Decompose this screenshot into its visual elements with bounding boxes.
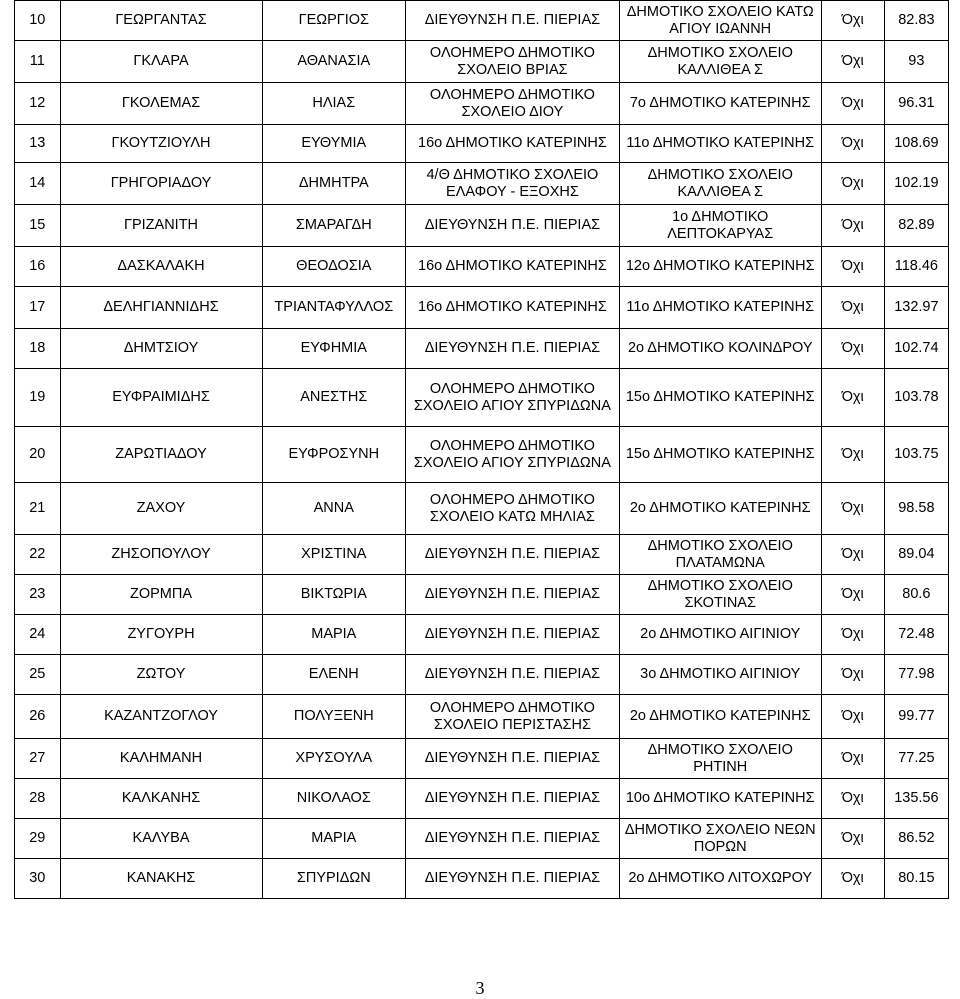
table-row [15, 83, 949, 125]
row-number: 12 [15, 83, 61, 125]
flag-cell: Όχι [821, 615, 884, 655]
first-name-cell: ΘΕΟΔΟΣΙΑ [262, 247, 406, 287]
table-row [15, 1, 949, 41]
first-name-cell: ΣΠΥΡΙΔΩΝ [262, 859, 406, 899]
flag-cell: Όχι [821, 427, 884, 483]
origin-school-cell: 16ο ΔΗΜΟΤΙΚΟ ΚΑΤΕΡΙΝΗΣ [406, 287, 620, 329]
table-row [15, 329, 949, 369]
row-number: 21 [15, 483, 61, 535]
row-number: 23 [15, 575, 61, 615]
origin-school-cell: ΟΛΟΗΜΕΡΟ ΔΗΜΟΤΙΚΟ ΣΧΟΛΕΙΟ ΠΕΡΙΣΤΑΣΗΣ [406, 695, 620, 739]
table-row [15, 859, 949, 899]
row-number: 28 [15, 779, 61, 819]
score-cell: 82.83 [884, 1, 948, 41]
row-number: 19 [15, 369, 61, 427]
row-number: 24 [15, 615, 61, 655]
first-name-cell: ΜΑΡΙΑ [262, 819, 406, 859]
origin-school-cell: ΟΛΟΗΜΕΡΟ ΔΗΜΟΤΙΚΟ ΣΧΟΛΕΙΟ ΒΡΙΑΣ [406, 41, 620, 83]
table-row [15, 163, 949, 205]
flag-cell: Όχι [821, 41, 884, 83]
target-school-cell: 2ο ΔΗΜΟΤΙΚΟ ΚΟΛΙΝΔΡΟΥ [619, 329, 821, 369]
origin-school-cell: ΔΙΕΥΘΥΝΣΗ Π.Ε. ΠΙΕΡΙΑΣ [406, 1, 620, 41]
surname-cell: ΓΚΟΥΤΖΙΟΥΛΗ [60, 125, 262, 163]
target-school-cell: ΔΗΜΟΤΙΚΟ ΣΧΟΛΕΙΟ ΡΗΤΙΝΗ [619, 739, 821, 779]
surname-cell: ΔΗΜΤΣΙΟΥ [60, 329, 262, 369]
origin-school-cell: ΔΙΕΥΘΥΝΣΗ Π.Ε. ΠΙΕΡΙΑΣ [406, 779, 620, 819]
flag-cell: Όχι [821, 695, 884, 739]
origin-school-cell: ΟΛΟΗΜΕΡΟ ΔΗΜΟΤΙΚΟ ΣΧΟΛΕΙΟ ΔΙΟΥ [406, 83, 620, 125]
flag-cell: Όχι [821, 83, 884, 125]
origin-school-cell: ΔΙΕΥΘΥΝΣΗ Π.Ε. ΠΙΕΡΙΑΣ [406, 819, 620, 859]
target-school-cell: 1ο ΔΗΜΟΤΙΚΟ ΛΕΠΤΟΚΑΡΥΑΣ [619, 205, 821, 247]
surname-cell: ΖΑΧΟΥ [60, 483, 262, 535]
origin-school-cell: ΔΙΕΥΘΥΝΣΗ Π.Ε. ΠΙΕΡΙΑΣ [406, 859, 620, 899]
page-number: 3 [475, 978, 485, 998]
table-body [15, 1, 949, 899]
flag-cell: Όχι [821, 779, 884, 819]
first-name-cell: ΜΑΡΙΑ [262, 615, 406, 655]
flag-cell: Όχι [821, 287, 884, 329]
first-name-cell: ΑΝΕΣΤΗΣ [262, 369, 406, 427]
surname-cell: ΓΡΙΖΑΝΙΤΗ [60, 205, 262, 247]
first-name-cell: ΒΙΚΤΩΡΙΑ [262, 575, 406, 615]
score-cell: 99.77 [884, 695, 948, 739]
surname-cell: ΚΑΖΑΝΤΖΟΓΛΟΥ [60, 695, 262, 739]
first-name-cell: ΔΗΜΗΤΡΑ [262, 163, 406, 205]
first-name-cell: ΓΕΩΡΓΙΟΣ [262, 1, 406, 41]
target-school-cell: ΔΗΜΟΤΙΚΟ ΣΧΟΛΕΙΟ ΠΛΑΤΑΜΩΝΑ [619, 535, 821, 575]
score-cell: 80.6 [884, 575, 948, 615]
table-row [15, 655, 949, 695]
first-name-cell: ΕΥΦΗΜΙΑ [262, 329, 406, 369]
score-cell: 103.75 [884, 427, 948, 483]
surname-cell: ΓΡΗΓΟΡΙΑΔΟΥ [60, 163, 262, 205]
target-school-cell: 15ο ΔΗΜΟΤΙΚΟ ΚΑΤΕΡΙΝΗΣ [619, 427, 821, 483]
surname-cell: ΖΑΡΩΤΙΑΔΟΥ [60, 427, 262, 483]
score-cell: 77.98 [884, 655, 948, 695]
origin-school-cell: ΔΙΕΥΘΥΝΣΗ Π.Ε. ΠΙΕΡΙΑΣ [406, 739, 620, 779]
flag-cell: Όχι [821, 1, 884, 41]
score-cell: 103.78 [884, 369, 948, 427]
row-number: 13 [15, 125, 61, 163]
target-school-cell: ΔΗΜΟΤΙΚΟ ΣΧΟΛΕΙΟ ΝΕΩΝ ΠΟΡΩΝ [619, 819, 821, 859]
row-number: 18 [15, 329, 61, 369]
target-school-cell: ΔΗΜΟΤΙΚΟ ΣΧΟΛΕΙΟ ΚΑΛΛΙΘΕΑ Σ [619, 163, 821, 205]
score-cell: 98.58 [884, 483, 948, 535]
target-school-cell: 2ο ΔΗΜΟΤΙΚΟ ΚΑΤΕΡΙΝΗΣ [619, 483, 821, 535]
surname-cell: ΔΕΛΗΓΙΑΝΝΙΔΗΣ [60, 287, 262, 329]
table-row [15, 287, 949, 329]
score-cell: 135.56 [884, 779, 948, 819]
score-cell: 80.15 [884, 859, 948, 899]
target-school-cell: 3ο ΔΗΜΟΤΙΚΟ ΑΙΓΙΝΙΟΥ [619, 655, 821, 695]
surname-cell: ΖΗΣΟΠΟΥΛΟΥ [60, 535, 262, 575]
target-school-cell: 15ο ΔΗΜΟΤΙΚΟ ΚΑΤΕΡΙΝΗΣ [619, 369, 821, 427]
target-school-cell: 7ο ΔΗΜΟΤΙΚΟ ΚΑΤΕΡΙΝΗΣ [619, 83, 821, 125]
surname-cell: ΕΥΦΡΑΙΜΙΔΗΣ [60, 369, 262, 427]
score-cell: 102.19 [884, 163, 948, 205]
table-row [15, 41, 949, 83]
score-cell: 96.31 [884, 83, 948, 125]
target-school-cell: 11ο ΔΗΜΟΤΙΚΟ ΚΑΤΕΡΙΝΗΣ [619, 125, 821, 163]
score-cell: 89.04 [884, 535, 948, 575]
first-name-cell: ΣΜΑΡΑΓΔΗ [262, 205, 406, 247]
flag-cell: Όχι [821, 819, 884, 859]
origin-school-cell: ΔΙΕΥΘΥΝΣΗ Π.Ε. ΠΙΕΡΙΑΣ [406, 615, 620, 655]
score-cell: 82.89 [884, 205, 948, 247]
surname-cell: ΚΑΛΥΒΑ [60, 819, 262, 859]
origin-school-cell: ΔΙΕΥΘΥΝΣΗ Π.Ε. ΠΙΕΡΙΑΣ [406, 655, 620, 695]
target-school-cell: ΔΗΜΟΤΙΚΟ ΣΧΟΛΕΙΟ ΣΚΟΤΙΝΑΣ [619, 575, 821, 615]
first-name-cell: ΧΡΙΣΤΙΝΑ [262, 535, 406, 575]
surname-cell: ΖΟΡΜΠΑ [60, 575, 262, 615]
first-name-cell: ΤΡΙΑΝΤΑΦΥΛΛΟΣ [262, 287, 406, 329]
first-name-cell: ΕΥΘΥΜΙΑ [262, 125, 406, 163]
target-school-cell: ΔΗΜΟΤΙΚΟ ΣΧΟΛΕΙΟ ΚΑΛΛΙΘΕΑ Σ [619, 41, 821, 83]
origin-school-cell: 16ο ΔΗΜΟΤΙΚΟ ΚΑΤΕΡΙΝΗΣ [406, 125, 620, 163]
flag-cell: Όχι [821, 247, 884, 287]
table-row [15, 819, 949, 859]
row-number: 26 [15, 695, 61, 739]
first-name-cell: ΕΥΦΡΟΣΥΝΗ [262, 427, 406, 483]
table-row [15, 575, 949, 615]
table-row [15, 615, 949, 655]
row-number: 15 [15, 205, 61, 247]
flag-cell: Όχι [821, 125, 884, 163]
transfer-table [14, 0, 949, 899]
surname-cell: ΚΑΛΚΑΝΗΣ [60, 779, 262, 819]
table-row [15, 739, 949, 779]
first-name-cell: ΑΝΝΑ [262, 483, 406, 535]
first-name-cell: ΗΛΙΑΣ [262, 83, 406, 125]
target-school-cell: 2ο ΔΗΜΟΤΙΚΟ ΚΑΤΕΡΙΝΗΣ [619, 695, 821, 739]
origin-school-cell: ΔΙΕΥΘΥΝΣΗ Π.Ε. ΠΙΕΡΙΑΣ [406, 575, 620, 615]
table-row [15, 427, 949, 483]
score-cell: 93 [884, 41, 948, 83]
table-row [15, 535, 949, 575]
score-cell: 86.52 [884, 819, 948, 859]
origin-school-cell: 4/Θ ΔΗΜΟΤΙΚΟ ΣΧΟΛΕΙΟ ΕΛΑΦΟΥ - ΕΞΟΧΗΣ [406, 163, 620, 205]
target-school-cell: 12ο ΔΗΜΟΤΙΚΟ ΚΑΤΕΡΙΝΗΣ [619, 247, 821, 287]
target-school-cell: 11ο ΔΗΜΟΤΙΚΟ ΚΑΤΕΡΙΝΗΣ [619, 287, 821, 329]
first-name-cell: ΑΘΑΝΑΣΙΑ [262, 41, 406, 83]
score-cell: 108.69 [884, 125, 948, 163]
score-cell: 102.74 [884, 329, 948, 369]
origin-school-cell: ΔΙΕΥΘΥΝΣΗ Π.Ε. ΠΙΕΡΙΑΣ [406, 205, 620, 247]
flag-cell: Όχι [821, 739, 884, 779]
origin-school-cell: ΟΛΟΗΜΕΡΟ ΔΗΜΟΤΙΚΟ ΣΧΟΛΕΙΟ ΑΓΙΟΥ ΣΠΥΡΙΔΩΝΑ [406, 427, 620, 483]
target-school-cell: ΔΗΜΟΤΙΚΟ ΣΧΟΛΕΙΟ ΚΑΤΩ ΑΓΙΟΥ ΙΩΑΝΝΗ [619, 1, 821, 41]
table-row [15, 205, 949, 247]
surname-cell: ΓΚΟΛΕΜΑΣ [60, 83, 262, 125]
target-school-cell: 10ο ΔΗΜΟΤΙΚΟ ΚΑΤΕΡΙΝΗΣ [619, 779, 821, 819]
table-row [15, 247, 949, 287]
flag-cell: Όχι [821, 163, 884, 205]
row-number: 11 [15, 41, 61, 83]
flag-cell: Όχι [821, 859, 884, 899]
target-school-cell: 2ο ΔΗΜΟΤΙΚΟ ΛΙΤΟΧΩΡΟΥ [619, 859, 821, 899]
flag-cell: Όχι [821, 329, 884, 369]
origin-school-cell: ΟΛΟΗΜΕΡΟ ΔΗΜΟΤΙΚΟ ΣΧΟΛΕΙΟ ΑΓΙΟΥ ΣΠΥΡΙΔΩΝΑ [406, 369, 620, 427]
table-row [15, 779, 949, 819]
origin-school-cell: ΔΙΕΥΘΥΝΣΗ Π.Ε. ΠΙΕΡΙΑΣ [406, 535, 620, 575]
surname-cell: ΓΚΛΑΡΑ [60, 41, 262, 83]
surname-cell: ΖΩΤΟΥ [60, 655, 262, 695]
score-cell: 72.48 [884, 615, 948, 655]
row-number: 25 [15, 655, 61, 695]
surname-cell: ΚΑΝΑΚΗΣ [60, 859, 262, 899]
score-cell: 132.97 [884, 287, 948, 329]
row-number: 17 [15, 287, 61, 329]
first-name-cell: ΠΟΛΥΞΕΝΗ [262, 695, 406, 739]
table-row [15, 125, 949, 163]
origin-school-cell: ΟΛΟΗΜΕΡΟ ΔΗΜΟΤΙΚΟ ΣΧΟΛΕΙΟ ΚΑΤΩ ΜΗΛΙΑΣ [406, 483, 620, 535]
row-number: 14 [15, 163, 61, 205]
flag-cell: Όχι [821, 535, 884, 575]
surname-cell: ΚΑΛΗΜΑΝΗ [60, 739, 262, 779]
score-cell: 118.46 [884, 247, 948, 287]
flag-cell: Όχι [821, 655, 884, 695]
flag-cell: Όχι [821, 369, 884, 427]
row-number: 20 [15, 427, 61, 483]
row-number: 30 [15, 859, 61, 899]
table-row [15, 695, 949, 739]
flag-cell: Όχι [821, 483, 884, 535]
surname-cell: ΖΥΓΟΥΡΗ [60, 615, 262, 655]
origin-school-cell: 16ο ΔΗΜΟΤΙΚΟ ΚΑΤΕΡΙΝΗΣ [406, 247, 620, 287]
first-name-cell: ΧΡΥΣΟΥΛΑ [262, 739, 406, 779]
first-name-cell: ΝΙΚΟΛΑΟΣ [262, 779, 406, 819]
score-cell: 77.25 [884, 739, 948, 779]
first-name-cell: ΕΛΕΝΗ [262, 655, 406, 695]
origin-school-cell: ΔΙΕΥΘΥΝΣΗ Π.Ε. ΠΙΕΡΙΑΣ [406, 329, 620, 369]
row-number: 27 [15, 739, 61, 779]
row-number: 29 [15, 819, 61, 859]
surname-cell: ΔΑΣΚΑΛΑΚΗ [60, 247, 262, 287]
surname-cell: ΓΕΩΡΓΑΝΤΑΣ [60, 1, 262, 41]
flag-cell: Όχι [821, 205, 884, 247]
row-number: 16 [15, 247, 61, 287]
row-number: 10 [15, 1, 61, 41]
table-row [15, 483, 949, 535]
table-row [15, 369, 949, 427]
row-number: 22 [15, 535, 61, 575]
flag-cell: Όχι [821, 575, 884, 615]
target-school-cell: 2ο ΔΗΜΟΤΙΚΟ ΑΙΓΙΝΙΟΥ [619, 615, 821, 655]
